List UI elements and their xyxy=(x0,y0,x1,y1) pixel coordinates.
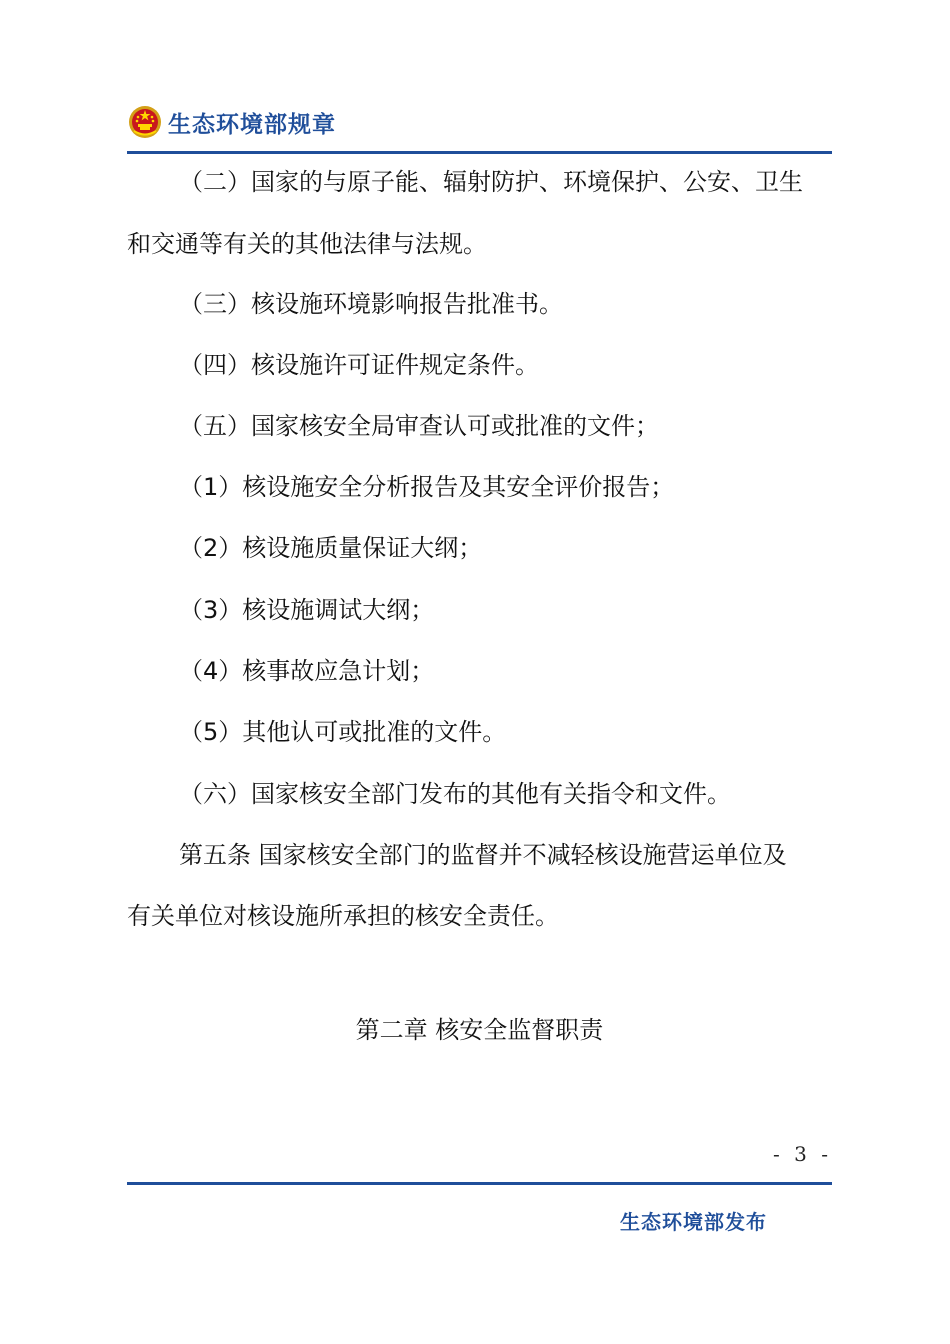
article-line: 第五条 国家核安全部门的监督并不减轻核设施营运单位及 xyxy=(179,841,787,869)
body-line: （四）核设施许可证件规定条件。 xyxy=(179,351,539,379)
body-line: （5）其他认可或批准的文件。 xyxy=(179,718,507,746)
body-line: （2）核设施质量保证大纲； xyxy=(179,534,483,562)
article-line: 有关单位对核设施所承担的核安全责任。 xyxy=(127,902,559,930)
header-title: 生态环境部规章 xyxy=(168,111,336,138)
body-line: （三）核设施环境影响报告批准书。 xyxy=(179,290,563,318)
body-line: （六）国家核安全部门发布的其他有关指令和文件。 xyxy=(179,780,731,808)
page-number: - 3 - xyxy=(773,1142,832,1166)
body-line: 和交通等有关的其他法律与法规。 xyxy=(127,230,487,258)
body-line: （4）核事故应急计划； xyxy=(179,657,435,685)
body-line: （1）核设施安全分析报告及其安全评价报告； xyxy=(179,473,675,501)
footer-publisher: 生态环境部发布 xyxy=(620,1210,767,1234)
body-line: （3）核设施调试大纲； xyxy=(179,596,435,624)
footer-divider xyxy=(127,1182,832,1185)
national-emblem-icon xyxy=(128,105,162,139)
chapter-title: 第二章 核安全监督职责 xyxy=(355,1016,604,1044)
document-header xyxy=(128,100,336,144)
body-line: （二）国家的与原子能、辐射防护、环境保护、公安、卫生 xyxy=(179,168,803,196)
header-divider xyxy=(127,151,832,154)
body-line: （五）国家核安全局审查认可或批准的文件； xyxy=(179,412,659,440)
